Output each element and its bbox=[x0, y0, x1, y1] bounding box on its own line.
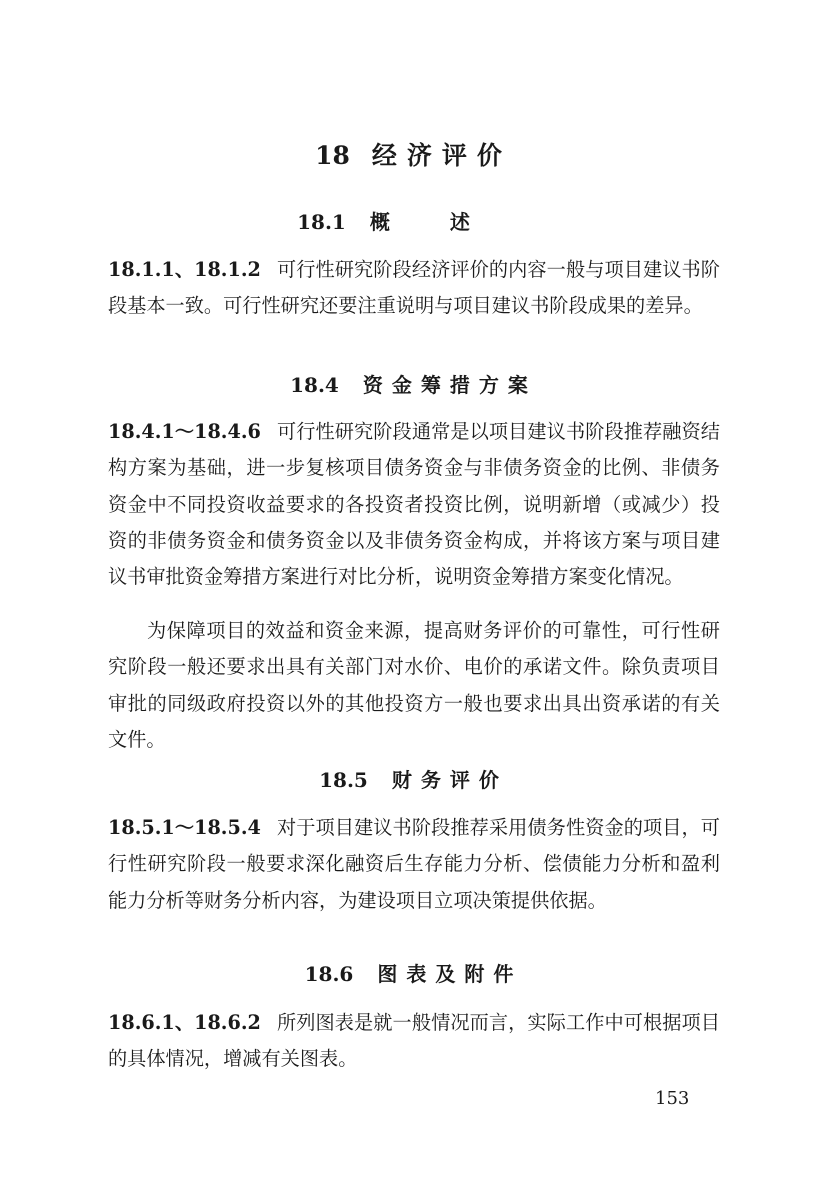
section-number: 18.6 bbox=[304, 962, 354, 986]
section-heading-18-4 bbox=[0, 369, 827, 398]
section-title: 图表及附件 bbox=[377, 962, 523, 986]
section-number: 18.5 bbox=[319, 768, 368, 792]
section-title: 财务评价 bbox=[391, 768, 508, 792]
paragraph-text: 可行性研究阶段经济评价的内容一般与项目建议书阶段基本一致。可行性研究还要注重说明与项目建议书阶段成果的差异。 bbox=[108, 258, 720, 318]
section-title: 概述 bbox=[369, 210, 530, 234]
paragraph-18-1-1 bbox=[108, 252, 720, 325]
clause-reference: 18.4.1～18.4.6 bbox=[108, 420, 261, 443]
clause-reference: 18.5.1～18.5.4 bbox=[108, 816, 261, 839]
paragraph-text: 可行性研究阶段通常是以项目建议书阶段推荐融资结构方案为基础，进一步复核项目债务资金与非债务资金的比例、非债务资金中不同投资收益要求的各投资者投资比例，说明新增（或减少）投资的非债务资金和债务资金以及非债务资金构成，并将该方案与项目建议书审批资金筹措方案进行对比分析，说明资金筹措方案变化情况。 bbox=[108, 420, 720, 589]
clause-reference: 18.6.1、18.6.2 bbox=[108, 1011, 261, 1034]
page-number: 153 bbox=[655, 1088, 690, 1109]
paragraph-18-4-supplement bbox=[108, 613, 720, 758]
chapter-title bbox=[0, 136, 827, 172]
paragraph-text: 对于项目建议书阶段推荐采用债务性资金的项目，可行性研究阶段一般要求深化融资后生存能力分析、偿债能力分析和盈利能力分析等财务分析内容，为建设项目立项决策提供依据。 bbox=[108, 816, 720, 912]
section-heading-18-5 bbox=[0, 764, 827, 793]
paragraph-18-6-1 bbox=[108, 1005, 720, 1078]
chapter-title-text: 经济评价 bbox=[371, 141, 512, 170]
paragraph-18-4-1 bbox=[108, 414, 720, 595]
chapter-number: 18 bbox=[315, 141, 350, 170]
section-title: 资金筹措方案 bbox=[362, 373, 537, 397]
section-heading-18-6 bbox=[0, 958, 827, 987]
section-heading-18-1 bbox=[0, 206, 827, 235]
section-number: 18.4 bbox=[290, 373, 339, 397]
paragraph-text: 所列图表是就一般情况而言，实际工作中可根据项目的具体情况，增减有关图表。 bbox=[108, 1011, 720, 1071]
section-number: 18.1 bbox=[297, 210, 346, 234]
clause-reference: 18.1.1、18.1.2 bbox=[108, 258, 261, 281]
paragraph-text: 为保障项目的效益和资金来源，提高财务评价的可靠性，可行性研究阶段一般还要求出具有关部门对水价、电价的承诺文件。除负责项目审批的同级政府投资以外的其他投资方一般也要求出具出资承诺的有关文件。 bbox=[108, 619, 720, 751]
paragraph-18-5-1 bbox=[108, 810, 720, 919]
